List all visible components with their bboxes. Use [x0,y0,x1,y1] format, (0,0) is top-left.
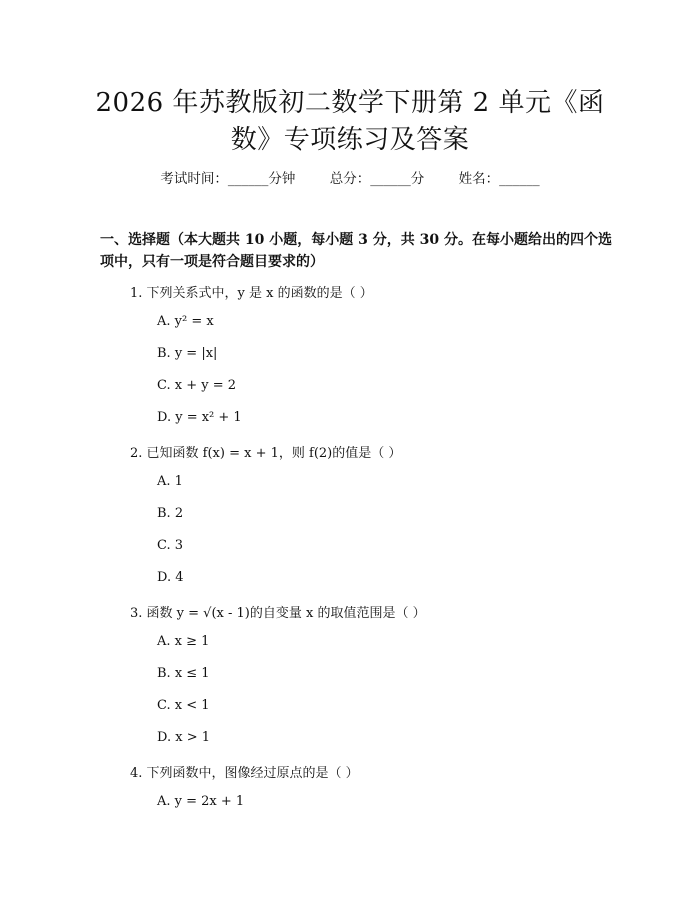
question-3: 3. 函数 y = √(x - 1)的自变量 x 的取值范围是（ ） [130,606,426,621]
exam-name: 姓名：______ [458,171,540,187]
question-1-option-b: B. y = |x| [157,346,218,361]
question-2: 2. 已知函数 f(x) = x + 1，则 f(2)的值是（ ） [130,446,402,461]
question-2-option-b: B. 2 [157,506,184,521]
question-3-option-c: C. x < 1 [157,698,210,713]
exam-meta [0,167,700,187]
question-1-option-d: D. y = x² + 1 [157,410,242,425]
question-2-option-d: D. 4 [157,570,184,585]
question-3-option-b: B. x ≤ 1 [157,666,210,681]
question-2-option-c: C. 3 [157,538,184,553]
section-heading [100,229,620,273]
question-3-option-d: D. x > 1 [157,730,210,745]
page-title-line-1: 2026 年苏教版初二数学下册第 2 单元《函 [95,88,605,118]
question-3-option-a: A. x ≥ 1 [157,634,210,649]
page-title-line-2: 数》专项练习及答案 [230,125,470,155]
question-2-option-a: A. 1 [157,474,183,489]
section-heading-line-1: 一、选择题（本大题共 10 小题，每小题 3 分，共 30 分。在每小题给出的四个选 [100,232,612,248]
question-4: 4. 下列函数中，图像经过原点的是（ ） [130,766,359,781]
exam-time: 考试时间：______分钟 [160,171,296,187]
section-heading-line-2: 项中，只有一项是符合题目要求的） [100,254,324,270]
question-1: 1. 下列关系式中，y 是 x 的函数的是（ ） [130,286,373,301]
exam-total-score: 总分：______分 [329,171,425,187]
question-1-option-c: C. x + y = 2 [157,378,237,393]
question-1-option-a: A. y² = x [157,314,214,329]
question-4-option-a: A. y = 2x + 1 [157,794,245,809]
